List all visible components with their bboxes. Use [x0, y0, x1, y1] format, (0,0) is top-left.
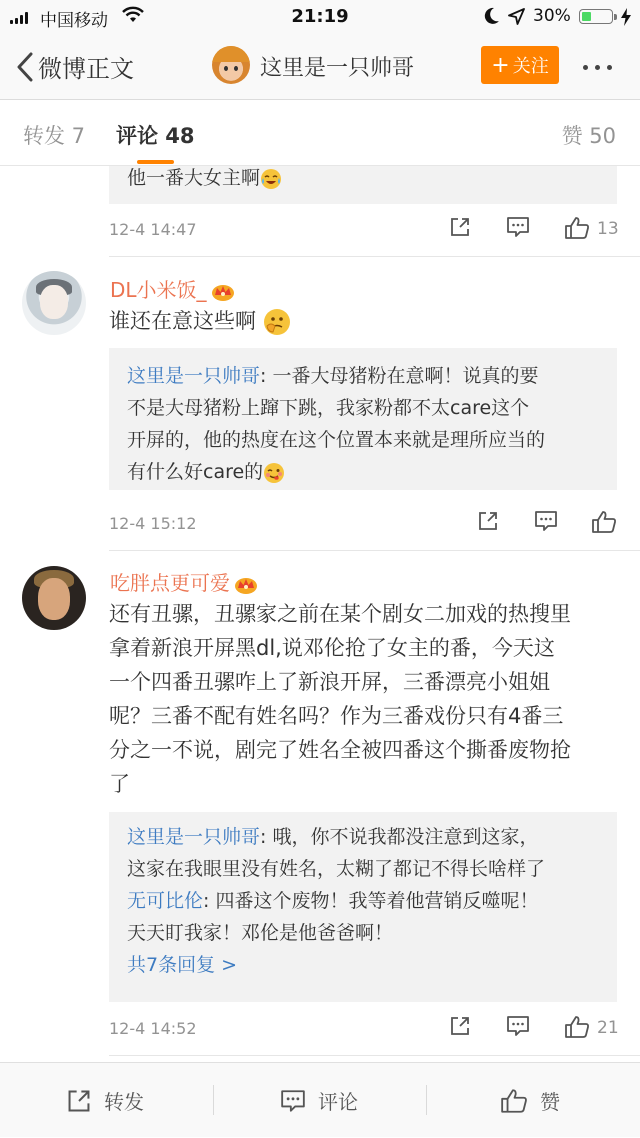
comment-icon[interactable]: [506, 216, 530, 238]
author-avatar[interactable]: [212, 46, 250, 84]
charging-bolt-icon: [620, 8, 632, 26]
reply-author[interactable]: 无可比伦: [127, 890, 204, 912]
like-icon: [500, 1088, 528, 1114]
yum-emoji-icon: [263, 462, 285, 484]
reply-text-line: 一番大母猪粉在意啊！说真的要: [272, 365, 539, 387]
reply-author[interactable]: 这里是一只帅哥: [127, 365, 261, 387]
location-arrow-icon: [508, 8, 525, 25]
reply-text-line: 天天盯我家！邓伦是他爸爸啊！: [127, 922, 394, 944]
tab-repost[interactable]: 转发 7: [23, 124, 86, 148]
tab-like[interactable]: 赞 50: [561, 124, 616, 148]
comment-text: 还有丑骡，丑骡家之前在某个剧女二加戏的热搜里 拿着新浪开屏黑dl,说邓伦抢了女主的番，今天这 一个四番丑骡咋上了新浪开屏，三番漂亮小姐姐 呢？三番不配有姓名吗？作为三番戏份只有4番三 分之一不说，剧完了姓名全被四番这个撕番废物抢 了: [109, 602, 571, 796]
reply-quote-box[interactable]: 这里是一只帅哥: 一番大母猪粉在意啊！说真的要 不是大母猪粉上蹿下跳，我家粉都不太care这个 开屏的，他的热度在这个位置本来就是理所应当的 有什么好care的: [109, 348, 617, 490]
follow-button[interactable]: [481, 46, 559, 84]
more-replies-link[interactable]: 共7条回复 >: [127, 954, 238, 976]
repost-button[interactable]: [66, 1063, 144, 1138]
comment-meta: [109, 510, 619, 538]
bottom-action-bar: [0, 1062, 640, 1137]
back-button[interactable]: [16, 49, 134, 84]
plus-icon: +: [491, 52, 510, 78]
separator: [426, 1085, 427, 1115]
username[interactable]: DL小米饭_: [110, 274, 235, 303]
comment-time: 12-4 14:47: [109, 220, 197, 239]
reply-text-line: 哦，你不说我都没注意到这家，: [272, 826, 539, 848]
like-icon[interactable]: [564, 216, 590, 240]
like-count: 13: [597, 219, 619, 239]
reply-text-line: 四番这个废物！我等着他营销反噬呢！: [215, 890, 539, 912]
reply-text-line: 有什么好care的: [127, 461, 264, 483]
reply-text-line: 开屏的，他的热度在这个位置本来就是理所应当的: [127, 429, 546, 451]
comment-icon[interactable]: [534, 510, 558, 532]
reply-text-line: 不是大母猪粉上蹿下跳，我家粉都不太care这个: [127, 397, 530, 419]
share-icon[interactable]: [449, 1015, 471, 1037]
comment-time: 12-4 15:12: [109, 514, 197, 533]
like-count: 21: [597, 1018, 619, 1038]
like-label: 赞: [540, 1090, 560, 1114]
comment-button[interactable]: [280, 1063, 358, 1138]
vip-crown-icon: [234, 575, 258, 595]
reply-author[interactable]: 这里是一只帅哥: [127, 826, 261, 848]
tab-bar: [0, 100, 640, 166]
avatar[interactable]: [22, 271, 86, 335]
back-label: 微博正文: [38, 55, 134, 83]
comment-icon: [280, 1089, 306, 1113]
battery-percent: 30%: [533, 6, 571, 26]
reply-text-line: 这家在我眼里没有姓名，太糊了都记不得长啥样了: [127, 858, 546, 880]
chevron-left-icon: [16, 52, 34, 82]
like-button[interactable]: [500, 1063, 560, 1138]
separator: [213, 1085, 214, 1115]
nav-bar: [0, 34, 640, 100]
like-icon[interactable]: [591, 510, 617, 534]
divider: [109, 550, 640, 551]
laughing-crying-emoji-icon: [260, 168, 282, 190]
clock: 21:19: [291, 6, 349, 27]
share-icon[interactable]: [477, 510, 499, 532]
username[interactable]: 吃胖点更可爱: [110, 567, 258, 596]
battery-icon: [579, 9, 613, 24]
reply-quote-box[interactable]: 这里是一只帅哥: 哦，你不说我都没注意到这家， 这家在我眼里没有姓名，太糊了都记不得长啥样了 无可比伦: 四番这个废物！我等着他营销反噬呢！ 天天盯我家！邓伦是他爸爸啊！ 共7条回复 >: [109, 812, 617, 1002]
status-bar: [0, 0, 640, 34]
active-tab-indicator: [137, 160, 174, 164]
divider: [109, 256, 640, 257]
divider: [109, 1055, 640, 1056]
repost-label: 转发: [104, 1090, 144, 1114]
vip-crown-icon: [211, 282, 235, 302]
comment-list: [0, 166, 640, 1062]
comment-meta: [109, 216, 619, 244]
comment-time: 12-4 14:52: [109, 1019, 197, 1038]
comment-icon[interactable]: [506, 1015, 530, 1037]
comment-text: 谁还在意这些啊: [109, 304, 621, 338]
reply-quote-box[interactable]: [109, 166, 617, 204]
moon-icon: [484, 7, 500, 25]
comment-meta: [109, 1015, 619, 1043]
more-options-icon[interactable]: [583, 65, 612, 70]
thinking-emoji-icon: [263, 308, 291, 336]
page-title[interactable]: 这里是一只帅哥: [260, 56, 415, 81]
avatar[interactable]: [22, 566, 86, 630]
follow-label: 关注: [512, 56, 549, 77]
tab-comment[interactable]: 评论 48: [116, 124, 195, 148]
reply-text: 他一番大女主啊: [127, 167, 261, 189]
like-icon[interactable]: [564, 1015, 590, 1039]
comment-label: 评论: [318, 1090, 358, 1114]
share-icon[interactable]: [449, 216, 471, 238]
repost-icon: [66, 1088, 92, 1114]
carrier-label: 中国移动: [40, 11, 108, 31]
